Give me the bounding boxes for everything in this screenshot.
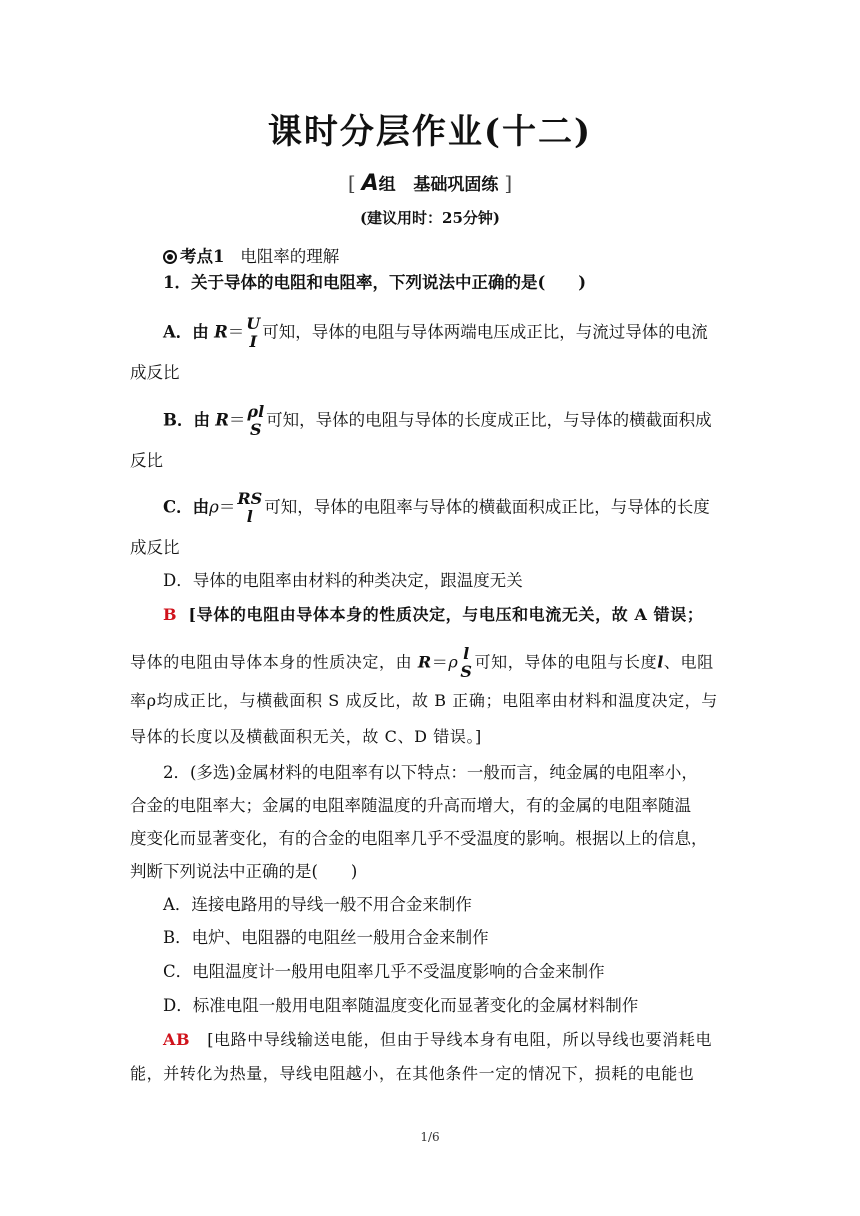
q1-a-cont: 成反比 <box>130 363 180 382</box>
section-heading <box>163 243 339 267</box>
formula-rho-l-over-s: ρl S <box>247 402 265 439</box>
q1-expl-2a: 导体的电阻由导体本身的性质决定，由 <box>130 652 413 672</box>
page-number: 1/6 <box>420 1130 440 1144</box>
q2-stem-3: 度变化而显著变化，有的合金的电阻率几乎不受温度的影响。根据以上的信息， <box>130 829 708 848</box>
group-letter: A <box>361 171 379 196</box>
section-name: 电阻率的理解 <box>240 247 340 266</box>
q1-option-d: D．导体的电阻率由材料的种类决定，跟温度无关 <box>163 571 523 590</box>
q1-expl-2b: 可知，导体的电阻与长度 <box>474 652 658 672</box>
q2-expl-1-text: [电路中导线输送电能，但由于导线本身有电阻，所以导线也要消耗电 <box>207 1030 713 1049</box>
q2-stem-4: 判断下列说法中正确的是( ) <box>130 862 358 881</box>
bracket-right: ] <box>504 171 513 195</box>
q1-stem: 1．关于导体的电阻和电阻率，下列说法中正确的是( ) <box>163 273 587 292</box>
time-hint: (建议用时：25分钟) <box>359 209 501 227</box>
q2-option-c: C．电阻温度计一般用电阻率几乎不受温度影响的合金来制作 <box>163 962 605 981</box>
q2-stem-2: 合金的电阻率大；金属的电阻率随温度的升高而增大，有的金属的电阻率随温 <box>130 796 691 815</box>
q1-option-a: A．由 R＝ U I 可知，导体的电阻与导体两端电压成正比，与流过导体的电流 <box>163 314 708 351</box>
bullet-icon <box>163 250 177 264</box>
q1-b-text: 可知，导体的电阻与导体的长度成正比，与导体的横截面积成 <box>266 410 712 430</box>
group-label: 组 <box>378 175 396 195</box>
group-heading <box>0 170 860 196</box>
bracket-left: [ <box>347 171 356 195</box>
q1-c-text: 可知，导体的电阻率与导体的横截面积成正比，与导体的长度 <box>264 497 710 517</box>
q2-option-a: A．连接电路用的导线一般不用合金来制作 <box>163 895 472 914</box>
q2-option-b: B．电炉、电阻器的电阻丝一般用合金来制作 <box>163 928 489 947</box>
formula-l-over-s: l S <box>460 644 473 681</box>
q1-c-prefix: C．由 <box>163 497 210 517</box>
q2-answer: AB <box>163 1030 191 1049</box>
page-title: 课时分层作业(十二) <box>267 112 593 152</box>
q1-explanation-1 <box>163 604 703 626</box>
q1-explanation-3: 率ρ均成正比，与横截面积 S 成反比，故 B 正确；电阻率由材料和温度决定，与 <box>130 691 718 710</box>
q2-explanation-2: 能，并转化为热量，导线电阻越小，在其他条件一定的情况下，损耗的电能也 <box>130 1064 695 1083</box>
q2-stem-1: 2．(多选)金属材料的电阻率有以下特点：一般而言，纯金属的电阻率小， <box>163 763 698 782</box>
q1-option-c: C．由ρ＝ RS l 可知，导体的电阻率与导体的横截面积成正比，与导体的长度 <box>163 489 710 526</box>
q1-c-cont: 成反比 <box>130 538 180 557</box>
q1-expl-1-text: [导体的电阻由导体本身的性质决定，与电压和电流无关，故 A 错误； <box>188 605 704 624</box>
q1-expl-2c: 、电阻 <box>663 652 714 672</box>
q2-explanation-1 <box>163 1029 712 1051</box>
q1-explanation-4: 导体的长度以及横截面积无关，故 C、D 错误。] <box>130 727 482 746</box>
q1-option-b: B．由 R＝ ρl S 可知，导体的电阻与导体的长度成正比，与导体的横截面积成 <box>163 402 712 439</box>
q2-option-d: D．标准电阻一般用电阻率随温度变化而显著变化的金属材料制作 <box>163 996 639 1015</box>
q1-b-prefix: B．由 <box>163 410 210 430</box>
q1-explanation-2: 导体的电阻由导体本身的性质决定，由 R＝ρ l S 可知，导体的电阻与长度l、电阻 <box>130 644 714 681</box>
q1-a-prefix: A．由 <box>163 322 209 342</box>
q1-a-text: 可知，导体的电阻与导体两端电压成正比，与流过导体的电流 <box>262 322 708 342</box>
group-name: 基础巩固练 <box>413 175 499 195</box>
section-label: 考点1 <box>180 247 225 266</box>
q1-answer: B <box>163 605 178 624</box>
formula-u-over-i: U I <box>246 314 261 351</box>
formula-rs-over-l: RS l <box>237 489 263 526</box>
q1-b-cont: 反比 <box>130 451 163 470</box>
